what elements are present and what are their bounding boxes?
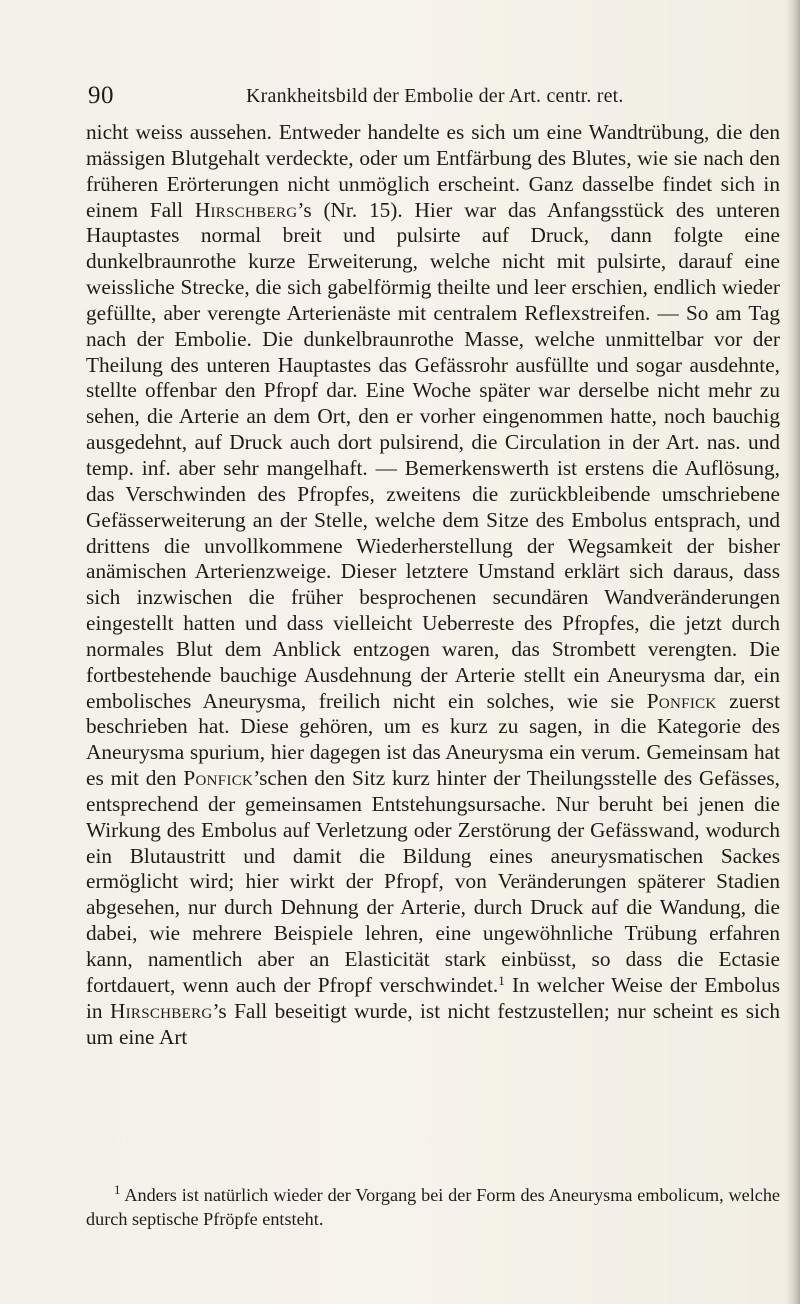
text-run: In welcher Weise der Embolus in [86, 972, 781, 1023]
page-edge-shadow [786, 0, 800, 1304]
text-run: nicht weiss aussehen. Entweder handelte es sich um eine Wandtrübung, die den mässigen Blutgehalt verdeckte, oder um Entfärbung des Blutes, wie sie nach den früheren Erörterungen nicht unmöglich erscheint. Ganz dasselbe findet sich in einem Fall [86, 120, 780, 222]
author-name: Ponfick [646, 688, 717, 713]
body-paragraph [86, 120, 780, 1050]
author-name: Ponfick [183, 766, 254, 791]
footnote [86, 1183, 780, 1231]
footnote-paragraph [86, 1183, 780, 1231]
page-header [88, 82, 776, 112]
footnote-reference: 1 [498, 972, 505, 988]
text-run: ’s (Nr. 15). Hier war das Anfangsstück des unteren Hauptastes normal breit und pulsirte auf Druck, dann folgte eine dunkelbraunrothe kurze Erweiterung, welche nicht mit pulsirte, darauf eine weissliche Strecke, die sich gabelförmig theilte und leer erschien, endlich wieder gefüllte, aber verengte Arterienäste mit centralem Reflexstreifen. — So am Tag nach der Embolie. Die dunkelbraunrothe Masse, welche unmittelbar vor der Theilung des unteren Hauptastes das Gefässrohr ausfüllte und sogar ausdehnte, stellte offenbar den Pfropf dar. Eine Woche später war derselbe nicht mehr zu sehen, die Arterie an dem Ort, den er vorher eingenommen hatte, noch bauchig ausgedehnt, auf Druck auch dort pulsirend, die Circulation in der Art. nas. und temp. inf. aber sehr mangelhaft. — Bemerkenswerth ist erstens die Auflösung, das Verschwinden des Pfropfes, zweitens die zurückbleibende umschriebene Gefässerweiterung an der Stelle, welche dem Sitze des Embolus entsprach, und drittens die unvollkommene Wiederherstellung der Wegsamkeit der bisher anämischen Arterienzweige. Dieser letztere Umstand erklärt sich daraus, dass sich inzwischen die früher besprochenen secundären Wandveränderungen eingestellt hatten und dass vielleicht Ueberreste des Pfropfes, die jetzt durch normales Blut dem Anblick entzogen waren, das Strombett verengten. Die fortbestehende bauchige Ausdehnung der Arterie stellt ein Aneurysma dar, ein embolisches Aneurysma, freilich nicht ein solches, wie sie [86, 197, 780, 713]
author-name: Hirschberg [109, 998, 213, 1023]
page-number: 90 [88, 82, 114, 109]
text-run: ’schen den Sitz kurz hinter der Theilungsstelle des Gefässes, entsprechend der gemeinsamen Entstehungsursache. Nur beruht bei jenen die Wirkung des Embolus auf Verletzung oder Zerstörung der Gefässwand, wodurch ein Blutaustritt und damit die Bildung eines aneurysmatischen Sackes ermöglicht wird; hier wirkt der Pfropf, von Veränderungen späterer Stadien abgesehen, nur durch Dehnung der Arterie, durch Druck auf die Wandung, die dabei, wie mehrere Beispiele lehren, eine ungewöhnliche Trübung erfahren kann, namentlich aber an Elasticität stark einbüsst, so dass die Ectasie fortdauert, wenn auch der Pfropf verschwindet. [86, 766, 780, 997]
running-title: Krankheitsbild der Embolie der Art. centr. ret. [246, 85, 624, 107]
footnote-text: Anders ist natürlich wieder der Vorgang bei der Form des Aneurysma embolicum, welche durch septische Pfröpfe entsteht. [86, 1185, 780, 1229]
author-name: Hirschberg [194, 197, 298, 222]
text-run: zuerst beschrieben hat. Diese gehören, um es kurz zu sagen, in die Kategorie des Aneurysma spurium, hier dagegen ist das Aneurysma ein verum. Gemeinsam hat es mit den [86, 688, 780, 791]
body-text [86, 120, 780, 1050]
footnote-marker: 1 [114, 1182, 121, 1197]
text-run: ’s Fall beseitigt wurde, ist nicht festzustellen; nur scheint es sich um eine Art [86, 998, 780, 1049]
